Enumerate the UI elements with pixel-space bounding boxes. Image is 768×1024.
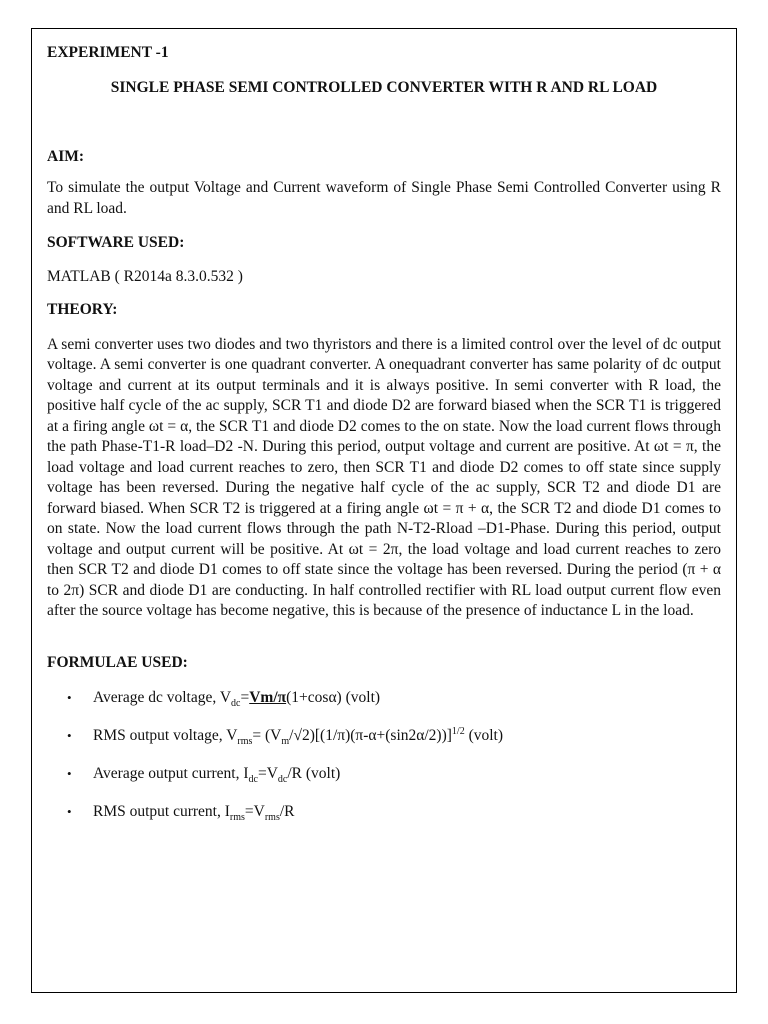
formula-rms-output-voltage: • RMS output voltage, $V_{rms}= (V_m/√2)[(1/\pi)(\pi-\alpha+(\sin 2\alpha/2))]^{1/2}$ (volt) [67, 725, 504, 747]
formulae-list [47, 687, 721, 823]
software-heading: SOFTWARE USED: [47, 234, 185, 251]
theory-heading: THEORY: [47, 300, 118, 318]
bullet-icon: • [67, 689, 72, 705]
formula-average-dc-voltage: • Average dc voltage, $V_{dc}=Vm/\pi(1+\cos\alpha)$ (volt) [67, 688, 381, 709]
bullet-icon: • [67, 765, 72, 781]
document-content [47, 42, 721, 839]
experiment-number: EXPERIMENT -1 [47, 44, 169, 61]
aim-text: To simulate the output Voltage and Current waveform of Single Phase Semi Controlled Converter using R and RL load. [47, 179, 721, 217]
bullet-icon: • [67, 727, 72, 743]
aim-heading: AIM: [47, 148, 85, 165]
formula-rms-output-current: • RMS output current, $I_{rms}=V_{rms}/R$ [67, 802, 295, 823]
document-title: SINGLE PHASE SEMI CONTROLLED CONVERTER WITH R AND RL LOAD [110, 79, 658, 96]
theory-text: A semi converter uses two diodes and two thyristors and there is a limited control over the level of dc output voltage. A semi converter is one quadrant converter. A onequadrant converter has same polarity of dc output voltage and current at its output terminals and it is always positive. In semi converter with R load, the positive half cycle of the ac supply, SCR T1 and diode D2 are forward biased when the SCR T1 is triggered at a firing angle ωt = α, the SCR T1 and diode D2 comes to the on state. Now the load current flows through the path Phase-T1-R load–D2 -N. During this period, output voltage and current are positive. At ωt = π, the load voltage and load current reaches to zero, then SCR T1 and diode D2 comes to off state since supply voltage has been reversed. During the negative half cycle of the ac supply, SCR T2 and diode D1 are forward biased. When SCR T2 is triggered at a firing angle ωt = π + α, the SCR T2 and diode D1 comes to on state. Now the load current flows through the path N-T2-Rload –D1-Phase. During this period, output voltage and output current will be positive. At ωt = 2π, the load voltage and load current reaches to zero then SCR T2 and diode D1 comes to off state since the voltage has been reversed. During the period (π + α to 2π) SCR and diode D1 are conducting. In half controlled rectifier with RL load output current flow even after the source voltage has become negative, this is because of the presence of inductance L in the load. [47, 335, 721, 619]
bullet-icon: • [67, 803, 72, 819]
formula-average-output-current: • Average output current, $I_{dc}=V_{dc}/R$ (volt) [67, 764, 341, 785]
formulae-heading: FORMULAE USED: [47, 653, 188, 671]
software-text: MATLAB ( R2014a 8.3.0.532 ) [47, 268, 243, 285]
